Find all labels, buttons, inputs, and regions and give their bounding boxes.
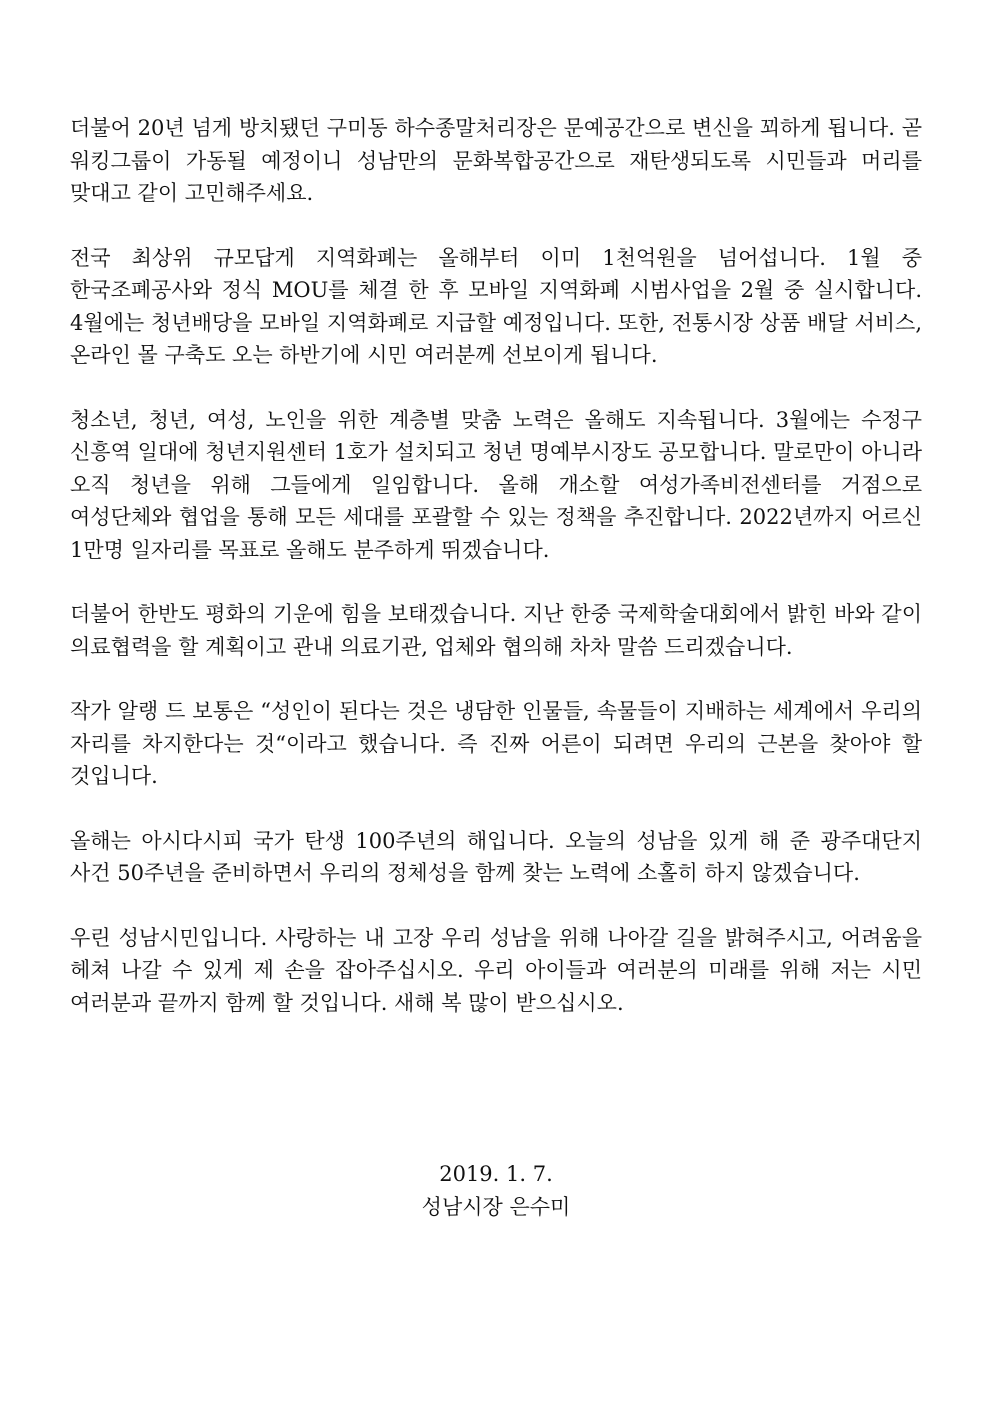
paragraph-generational-support: 청소년, 청년, 여성, 노인을 위한 계층별 맞춤 노력은 올해도 지속됩니다. 3월에는 수정구 신흥역 일대에 청년지원센터 1호가 설치되고 청년 명예부시장도 공모합니다. 말로만이 아니라 오직 청년을 위해 그들에게 일임합니다. 올해 개소할 여성가족비전센터를 거점으로 여성단체와 협업을 통해 모든 세대를 포괄할 수 있는 정책을 추진합니다. 2022년까지 어르신 1만명 일자리를 목표로 올해도 분주하게 뛰겠습니다. <box>70 407 922 562</box>
paragraph-adulthood-quote: 작가 알랭 드 보통은 “성인이 된다는 것은 냉담한 인물들, 속물들이 지배하는 세계에서 우리의 자리를 차지한다는 것“이라고 했습니다. 즉 진짜 어른이 되려면 우리의 근본을 찾아야 할 것입니다. <box>70 699 922 788</box>
letter-body <box>70 112 922 1051</box>
paragraph-centennial: 올해는 아시다시피 국가 탄생 100주년의 해입니다. 오늘의 성남을 있게 해 준 광주대단지 사건 50주년을 준비하면서 우리의 정체성을 함께 찾는 노력에 소홀히 하지 않겠습니다. <box>70 828 922 885</box>
paragraph-local-currency: 전국 최상위 규모답게 지역화폐는 올해부터 이미 1천억원을 넘어섭니다. 1월 중 한국조폐공사와 정식 MOU를 체결 한 후 모바일 지역화폐 시범사업을 2월 중 실시합니다. 4월에는 청년배당을 모바일 지역화폐로 지급할 예정입니다. 또한, 전통시장 상품 배달 서비스, 온라인 몰 구축도 오는 하반기에 시민 여러분께 선보이게 됩니다. <box>70 245 922 367</box>
paragraph-cultural-space: 더불어 20년 넘게 방치됐던 구미동 하수종말처리장은 문예공간으로 변신을 꾀하게 됩니다. 곧 워킹그룹이 가동될 예정이니 성남만의 문화복합공간으로 재탄생되도록 시민들과 머리를 맞대고 같이 고민해주세요. <box>70 116 922 205</box>
signature-author: 성남시장 은수미 <box>421 1195 571 1219</box>
paragraph-peace-cooperation: 더불어 한반도 평화의 기운에 힘을 보태겠습니다. 지난 한중 국제학술대회에서 밝힌 바와 같이 의료협력을 할 계획이고 관내 의료기관, 업체와 협의해 차차 말씀 드리겠습니다. <box>70 602 922 659</box>
signature-date: 2019. 1. 7. <box>439 1162 553 1186</box>
paragraph-closing: 우린 성남시민입니다. 사랑하는 내 고장 우리 성남을 위해 나아갈 길을 밝혀주시고, 어려움을 헤쳐 나갈 수 있게 제 손을 잡아주십시오. 우리 아이들과 여러분의 미래를 위해 저는 시민 여러분과 끝까지 함께 할 것입니다. 새해 복 많이 받으십시오. <box>70 925 922 1015</box>
signature-block <box>70 1158 922 1224</box>
